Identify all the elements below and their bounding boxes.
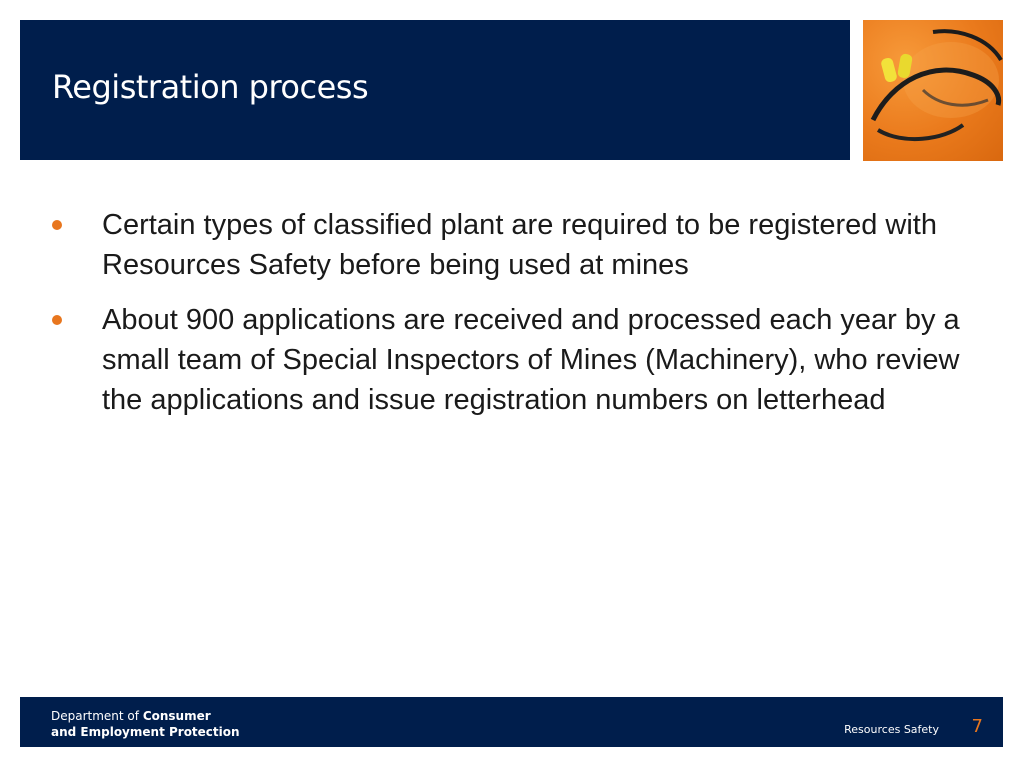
bullet-list — [52, 205, 982, 435]
title-bar — [20, 20, 850, 160]
footer-bar — [20, 697, 1003, 747]
dept-prefix: Department of — [51, 709, 143, 723]
dept-bold-2: and Employment Protection — [51, 725, 240, 739]
slide-title: Registration process — [52, 68, 369, 106]
dept-bold-1: Consumer — [142, 709, 211, 723]
bullet-icon — [52, 220, 62, 230]
bullet-icon — [52, 315, 62, 325]
page-number: 7 — [971, 716, 983, 737]
bullet-text: Certain types of classified plant are required to be registered with Resources Safety before being used at mines — [102, 209, 937, 281]
bullet-item — [52, 300, 982, 420]
bullet-item — [52, 205, 982, 285]
safety-glasses-icon — [863, 20, 1003, 161]
bullet-text: About 900 applications are received and processed each year by a small team of Special Inspectors of Mines (Machinery), who review the applications and issue registration numbers on letterhead — [102, 304, 960, 416]
safety-glasses-photo — [863, 20, 1003, 161]
division-name: Resources Safety — [844, 723, 939, 736]
department-name — [51, 708, 240, 740]
